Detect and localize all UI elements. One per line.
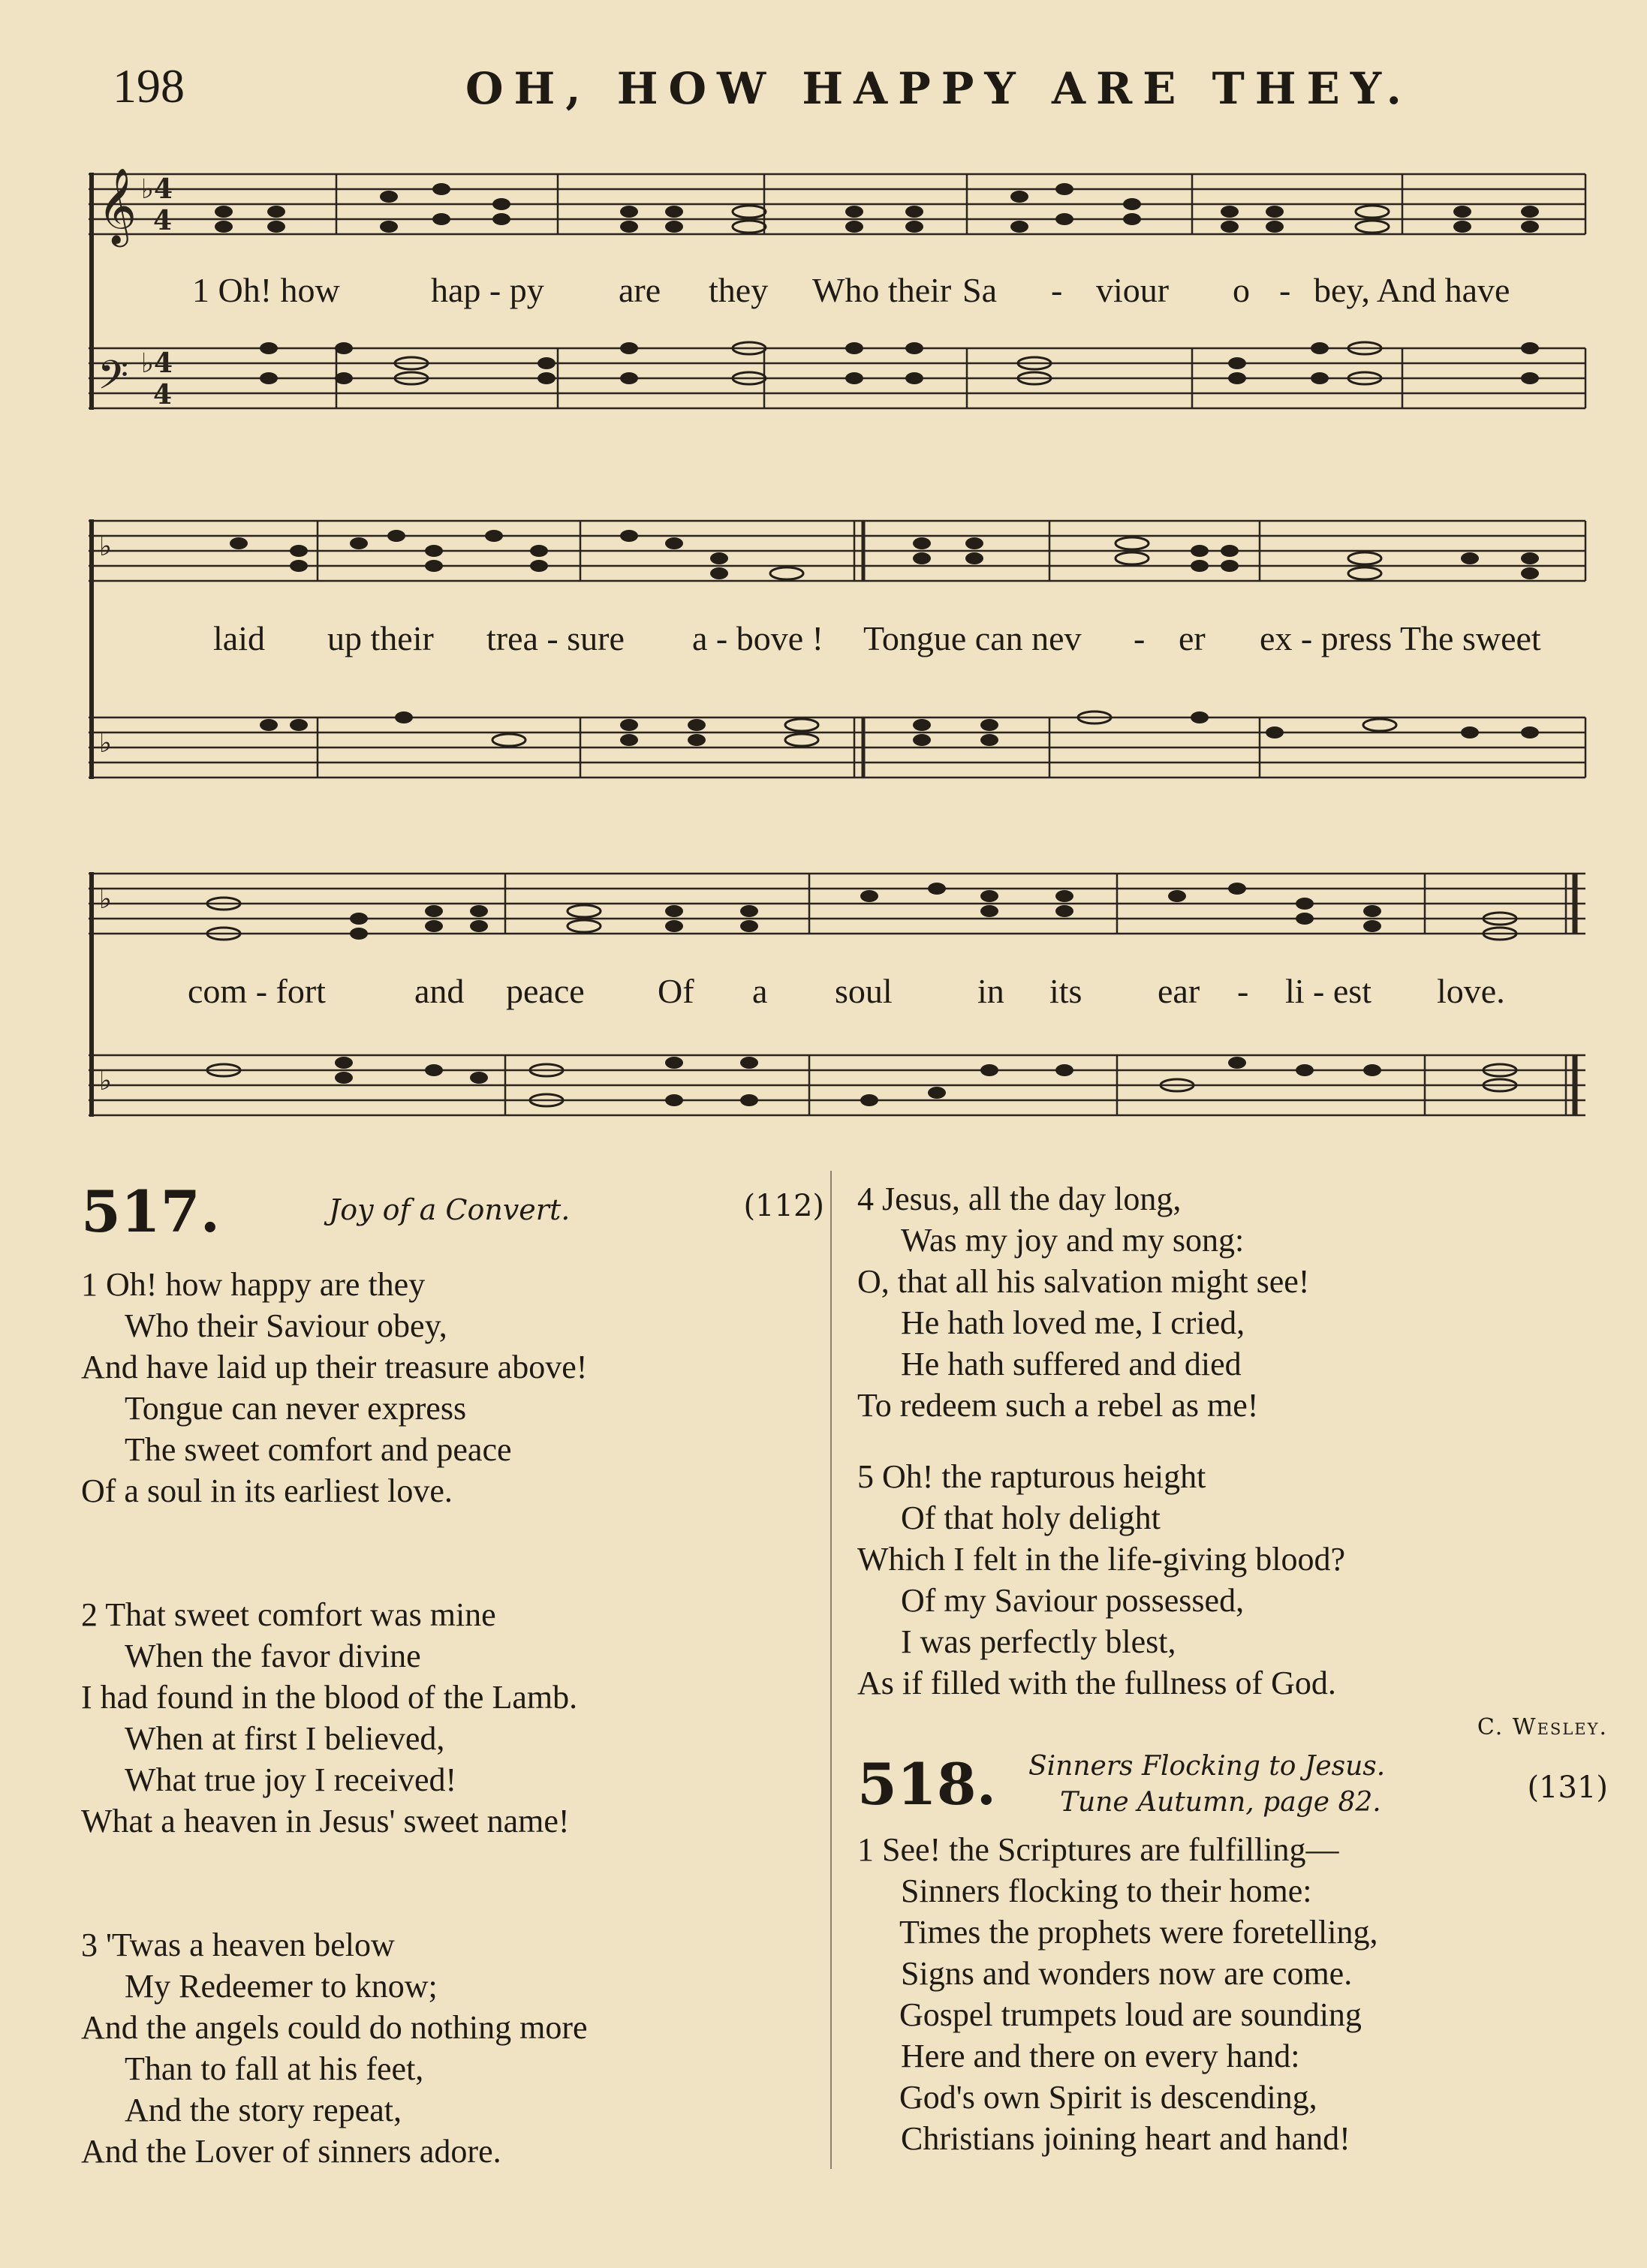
lyric-syllable: peace [506,972,585,1010]
lyric-syllable: Tongue can nev [863,619,1082,657]
verse-line: I had found in the blood of the Lamb. [81,1679,578,1716]
verse-line: And the Lover of sinners adore. [81,2133,501,2170]
verse-line: What a heaven in Jesus' sweet name! [81,1803,570,1839]
lyric-syllable: ex - press The sweet [1260,619,1541,657]
verse-line: My Redeemer to know; [125,1968,438,2005]
lyric-syllable: li - est [1285,972,1371,1010]
verse-line: Sinners flocking to their home: [901,1872,1312,1909]
column-divider [830,1171,832,2169]
hymn-517-header [81,1178,824,1250]
hymn-tune-line: Tune Autumn, page 82. [1060,1787,1381,1818]
verse-line: Christians joining heart and hand! [901,2120,1350,2157]
hymn-518-header [857,1751,1608,1826]
lyric-syllable: its [1049,972,1082,1010]
verse-line: I was perfectly blest, [901,1623,1176,1660]
verse-line: Of a soul in its earliest love. [81,1472,453,1509]
page-header [0,59,1647,119]
lyric-syllable: a - bove ! [692,619,824,657]
lyric-syllable: soul [835,972,893,1010]
verse-line: Which I felt in the life-giving blood? [857,1541,1346,1578]
page-number: 198 [113,59,185,113]
lyric-syllable: and [414,972,465,1010]
verse-line: As if filled with the fullness of God. [857,1665,1336,1701]
music-system-2 [89,506,1588,806]
lyric-syllable: ear [1158,972,1200,1010]
lyric-syllable: com - fort [188,972,326,1010]
hymn-tune-reference: (131) [1527,1770,1608,1805]
verse-line: Of that holy delight [901,1499,1161,1536]
lyric-syllable: - [1237,972,1249,1010]
lyric-syllable: - [1134,619,1146,657]
verse-line: 1 Oh! how happy are they [81,1266,426,1303]
verse-line: The sweet comfort and peace [125,1431,512,1468]
lyric-syllable: Of [658,972,694,1010]
svg-text:♭: ♭ [99,1065,112,1096]
hymn-517-left-column [81,1178,824,2172]
svg-text:𝄢: 𝄢 [98,353,129,408]
lyric-line-1 [89,270,1588,315]
verse-line: He hath suffered and died [901,1346,1242,1382]
verse-line: Tongue can never express [125,1390,467,1427]
verse-line: 2 That sweet comfort was mine [81,1596,496,1633]
running-title: OH, HOW HAPPY ARE THEY. [465,63,1412,114]
stanza-4 [857,1178,1608,1426]
verse-line: Than to fall at his feet, [125,2050,424,2087]
verse-line: And the story repeat, [125,2092,402,2128]
lyric-syllable: bey, And have [1314,271,1510,309]
lyric-syllable: are [619,271,661,309]
lyric-syllable: hap - py [431,271,544,309]
verse-line: Of my Saviour possessed, [901,1582,1245,1619]
verse-line: Signs and wonders now are come. [901,1955,1353,1992]
lyric-syllable: 1 Oh! how [192,271,340,309]
verse-line: To redeem such a rebel as me! [857,1387,1259,1424]
music-system-1 [89,159,1588,444]
right-column [857,1178,1608,2159]
lyric-syllable: er [1179,619,1206,657]
lyric-syllable: in [977,972,1004,1010]
svg-text:♭4: ♭4 [141,347,173,379]
lyric-syllable: - [1279,271,1291,309]
verse-line: 3 'Twas a heaven below [81,1927,395,1963]
lyric-syllable: o [1233,271,1250,309]
verse-line: When at first I believed, [125,1720,445,1757]
svg-text:♭4: ♭4 [141,173,173,205]
lyric-syllable: Who their [812,271,952,309]
hymn-title: Joy of a Convert. [329,1193,571,1226]
stanza-2 [81,1594,824,1842]
verse-line: O, that all his salvation might see! [857,1263,1310,1300]
verse-line: When the favor divine [125,1638,421,1674]
lyric-syllable: up their [327,619,434,657]
verse-line: God's own Spirit is descending, [899,2079,1317,2116]
hymn-author: C. Wesley. [1477,1714,1608,1740]
verse-line: Gospel trumpets loud are sounding [899,1996,1362,2033]
lyric-syllable: trea - sure [486,619,625,657]
stanza-3 [81,1924,824,2172]
music-system-3 [89,859,1588,1144]
svg-text:𝄞: 𝄞 [98,167,137,244]
lyric-line-3 [89,971,1588,1016]
svg-text:♭: ♭ [99,727,112,759]
verse-line: What true joy I received! [125,1761,457,1798]
svg-text:4: 4 [153,205,173,236]
verse-line: He hath loved me, I cried, [901,1304,1245,1341]
stanza-1 [81,1264,824,1511]
lyric-syllable: love. [1437,972,1505,1010]
lyric-syllable: a [752,972,768,1010]
hymn-title: Sinners Flocking to Jesus. [1028,1751,1386,1782]
svg-text:♭: ♭ [99,883,112,915]
lyric-syllable: they [709,271,769,309]
verse-line: And the angels could do nothing more [81,2009,588,2046]
verse-line: 5 Oh! the rapturous height [857,1458,1206,1495]
lyric-line-2 [89,618,1588,663]
verse-line: Who their Saviour obey, [125,1307,447,1344]
verse-line: 4 Jesus, all the day long, [857,1181,1182,1217]
hymn-number: 518. [857,1751,997,1818]
lyric-syllable: Sa [962,271,997,309]
verse-line: Was my joy and my song: [901,1222,1245,1259]
hymn-tune-reference: (112) [743,1189,824,1223]
hymn-number: 517. [81,1178,221,1245]
lyric-syllable: viour [1096,271,1170,309]
stanza-1 [857,1829,1608,2159]
verse-line: And have laid up their treasure above! [81,1349,588,1385]
lyric-syllable: - [1051,271,1063,309]
verse-line: 1 See! the Scriptures are fulfilling— [857,1831,1339,1868]
lyric-syllable: laid [213,619,265,657]
svg-text:4: 4 [153,379,173,411]
verse-line: Here and there on every hand: [901,2038,1300,2074]
stanza-5 [857,1456,1608,1704]
verse-line: Times the prophets were foretelling, [899,1914,1378,1951]
svg-text:♭: ♭ [99,531,112,562]
